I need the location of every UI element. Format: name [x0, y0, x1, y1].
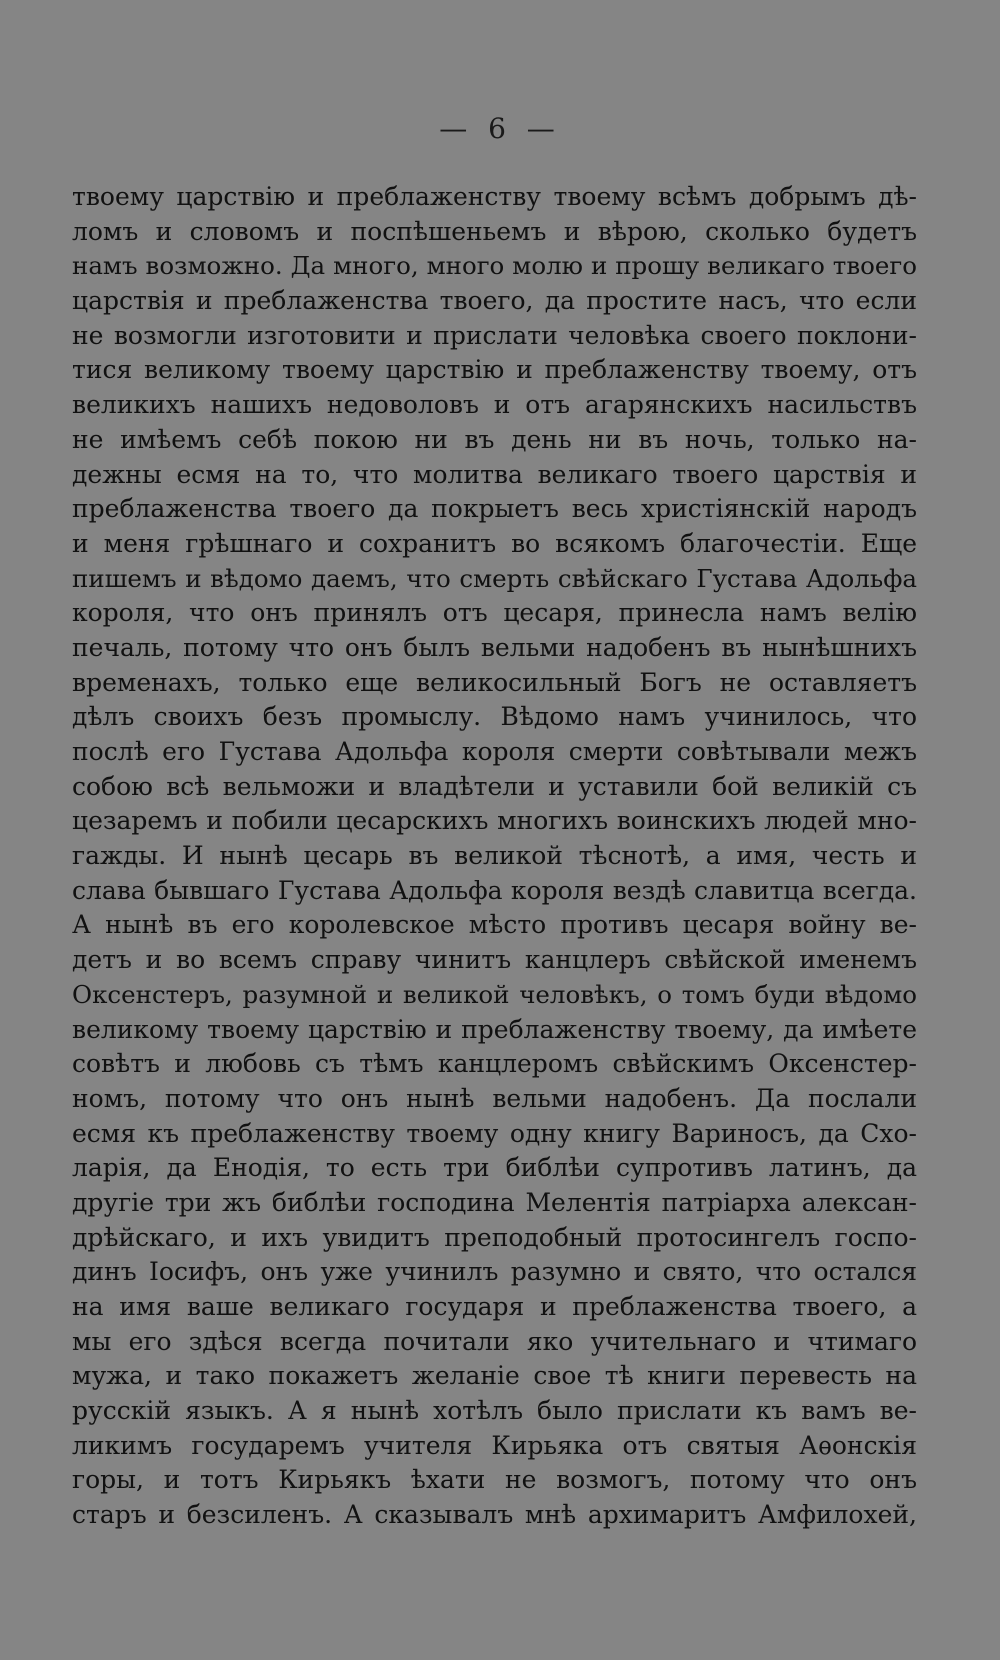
- text-line: пишемъ и вѣдомо даемъ, что смерть свѣйскаго Густава Адольфа: [72, 563, 917, 593]
- body-text: [72, 180, 917, 1533]
- text-line: совѣтъ и любовь съ тѣмъ канцлеромъ свѣйскимъ Оксенстер-: [72, 1049, 917, 1079]
- text-line: номъ, потому что онъ нынѣ вельми надобенъ. Да послали: [72, 1083, 917, 1113]
- text-line: и меня грѣшнаго и сохранитъ во всякомъ благочестіи. Еще: [72, 528, 917, 558]
- text-line: ларія, да Енодія, то есть три библѣи супротивъ латинъ, да: [72, 1153, 917, 1183]
- text-line: великихъ нашихъ недоволовъ и отъ агарянскихъ насильствъ: [72, 390, 917, 420]
- text-line: твоему царствію и преблаженству твоему всѣмъ добрымъ дѣ-: [72, 182, 917, 211]
- text-line: временахъ, только еще великосильный Богъ не оставляетъ: [72, 667, 917, 697]
- text-line: гажды. И нынѣ цесарь въ великой тѣснотѣ, а имя, честь и: [72, 841, 917, 871]
- text-line: русскій языкъ. А я нынѣ хотѣлъ было прислати къ вамъ ве-: [72, 1396, 917, 1426]
- text-line: динъ Іосифъ, онъ уже учинилъ разумно и свято, что остался: [72, 1257, 917, 1287]
- text-line: Оксенстеръ, разумной и великой человѣкъ, о томъ буди вѣдомо: [72, 979, 917, 1009]
- page-number: — 6 —: [439, 112, 561, 145]
- text-line: горы, и тотъ Кирьякъ ѣхати не возмогъ, потому что онъ: [72, 1465, 917, 1495]
- text-line: старъ и безсиленъ. А сказывалъ мнѣ архимаритъ Амфилохей,: [72, 1500, 917, 1530]
- text-line: тися великому твоему царствію и преблаженству твоему, отъ: [72, 355, 917, 385]
- text-line: ломъ и словомъ и поспѣшеньемъ и вѣрою, сколько будетъ: [72, 216, 917, 246]
- text-line: мужа, и тако покажетъ желаніе свое тѣ книги перевесть на: [72, 1361, 917, 1391]
- text-line: мы его здѣся всегда почитали яко учительнаго и чтимаго: [72, 1326, 917, 1356]
- text-line: не имѣемъ себѣ покою ни въ день ни въ ночь, только на-: [72, 424, 917, 454]
- text-line: А нынѣ въ его королевское мѣсто противъ цесаря войну ве-: [72, 910, 917, 940]
- text-line: собою всѣ вельможи и владѣтели и уставили бой великій съ: [72, 771, 917, 801]
- text-line: короля, что онъ принялъ отъ цесаря, принесла намъ велію: [72, 598, 917, 628]
- text-line: цезаремъ и побили цесарскихъ многихъ воинскихъ людей мно-: [72, 806, 917, 836]
- text-line: послѣ его Густава Адольфа короля смерти совѣтывали межъ: [72, 737, 917, 766]
- text-line: печаль, потому что онъ былъ вельми надобенъ въ нынѣшнихъ: [72, 632, 917, 662]
- text-line: великому твоему царствію и преблаженству твоему, да имѣете: [72, 1014, 917, 1044]
- text-line: детъ и во всемъ справу чинитъ канцлеръ свѣйской именемъ: [72, 945, 917, 975]
- text-line: другіе три жъ библѣи господина Мелентія патріарха алексан-: [72, 1187, 917, 1217]
- text-line: дѣлъ своихъ безъ промыслу. Вѣдомо намъ учинилось, что: [72, 702, 917, 732]
- text-line: не возмогли изготовити и прислати человѣка своего поклони-: [72, 320, 917, 350]
- text-line: ликимъ государемъ учителя Кирьяка отъ святыя Аѳонскія: [72, 1430, 917, 1460]
- text-line: на имя ваше великаго государя и преблаженства твоего, а: [72, 1292, 917, 1321]
- text-line: царствія и преблаженства твоего, да простите насъ, что если: [72, 286, 917, 316]
- text-line: преблаженства твоего да покрыетъ весь христіянскій народъ: [72, 494, 917, 524]
- text-line: есмя къ преблаженству твоему одну книгу Вариносъ, да Схо-: [72, 1118, 917, 1148]
- text-line: дежны есмя на то, что молитва великаго твоего царствія и: [72, 459, 917, 489]
- text-line: слава бывшаго Густава Адольфа короля вездѣ славитца всегда.: [72, 875, 917, 905]
- text-line: намъ возможно. Да много, много молю и прошу великаго твоего: [72, 251, 917, 281]
- text-line: дрѣйскаго, и ихъ увидитъ преподобный протосингелъ госпо-: [72, 1222, 917, 1252]
